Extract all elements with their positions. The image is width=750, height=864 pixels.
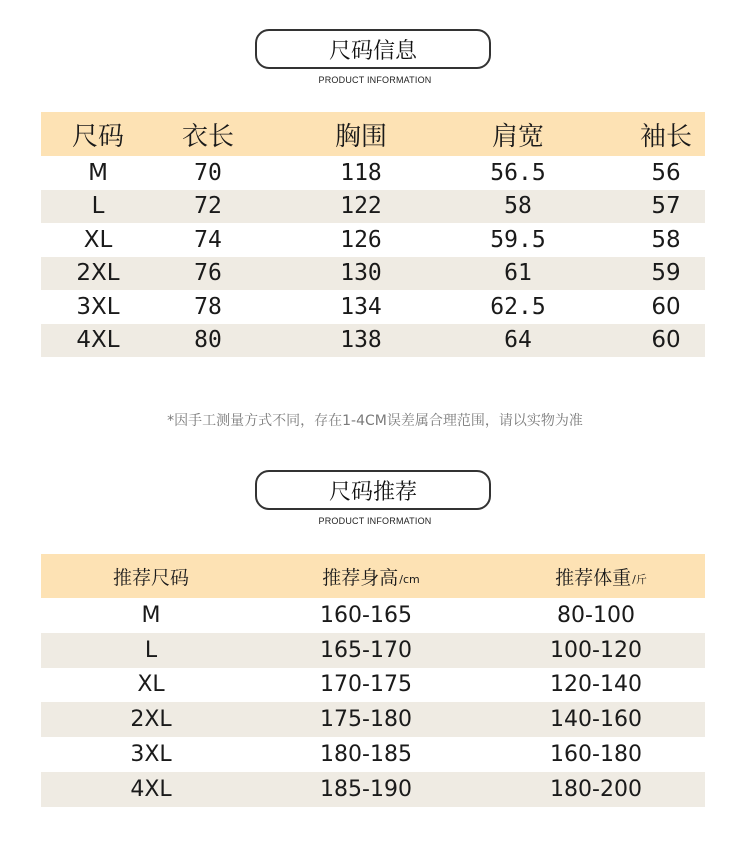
- size-recommend-header-row: [41, 554, 705, 598]
- weight-unit: /斤: [632, 573, 647, 586]
- size-info-subtitle: PRODUCT INFORMATION: [318, 75, 432, 85]
- cell-length: 80: [194, 327, 222, 354]
- height-unit: /cm: [399, 572, 420, 586]
- table-row: [41, 633, 705, 668]
- table-row: [41, 598, 705, 633]
- cell-sleeve: 59: [651, 260, 681, 287]
- cell-recommend-height: 185-190: [320, 776, 412, 802]
- cell-chest: 118: [340, 159, 382, 186]
- cell-shoulder: 61: [504, 260, 532, 287]
- size-info-title-box: [255, 29, 491, 69]
- cell-length: 78: [194, 293, 222, 320]
- cell-recommend-height: 160-165: [320, 602, 412, 628]
- size-info-title: 尺码信息: [328, 38, 417, 64]
- cell-length: 70: [194, 159, 222, 186]
- header-recommend-height-label: 推荐身高: [322, 566, 399, 589]
- cell-recommend-size: XL: [137, 672, 165, 698]
- table-row: [41, 223, 705, 257]
- header-length: 衣长: [181, 121, 234, 152]
- cell-chest: 134: [340, 293, 382, 320]
- header-shoulder: 肩宽: [491, 121, 544, 152]
- header-recommend-weight: [536, 554, 666, 598]
- size-recommend-title: 尺码推荐: [328, 479, 417, 505]
- cell-recommend-size: 4XL: [130, 776, 172, 802]
- cell-size: M: [88, 159, 108, 186]
- header-chest: 胸围: [334, 121, 387, 152]
- table-row: [41, 290, 705, 324]
- cell-size: 2XL: [76, 260, 120, 287]
- cell-chest: 122: [340, 193, 382, 220]
- cell-shoulder: 58: [504, 193, 532, 220]
- cell-shoulder: 62.5: [490, 293, 546, 320]
- cell-recommend-weight: 140-160: [550, 707, 642, 733]
- cell-recommend-weight: 80-100: [557, 602, 635, 628]
- cell-length: 72: [194, 193, 222, 220]
- table-row: [41, 156, 705, 190]
- cell-chest: 130: [340, 260, 382, 287]
- measurement-note: *因手工测量方式不同，存在1-4CM误差属合理范围，请以实物为准: [167, 413, 583, 429]
- header-recommend-weight-label: 推荐体重: [555, 566, 632, 589]
- size-recommend-table: [41, 554, 705, 807]
- cell-size: 3XL: [76, 293, 120, 320]
- size-info-table: [41, 112, 705, 357]
- cell-recommend-height: 165-170: [320, 637, 412, 663]
- cell-size: L: [91, 193, 105, 220]
- table-row: [41, 257, 705, 291]
- cell-recommend-size: 3XL: [130, 742, 172, 768]
- header-recommend-size-label: 推荐尺码: [112, 566, 189, 589]
- cell-recommend-height: 170-175: [320, 672, 412, 698]
- size-info-header-row: [41, 112, 705, 156]
- cell-sleeve: 60: [651, 293, 681, 320]
- header-sleeve: 袖长: [639, 121, 692, 152]
- header-recommend-height: [306, 554, 436, 598]
- cell-recommend-size: 2XL: [130, 707, 172, 733]
- cell-recommend-weight: 120-140: [550, 672, 642, 698]
- cell-recommend-weight: 160-180: [550, 742, 642, 768]
- cell-size: XL: [83, 226, 113, 253]
- table-row: [41, 668, 705, 703]
- table-row: [41, 737, 705, 772]
- cell-sleeve: 60: [651, 327, 681, 354]
- cell-length: 74: [194, 226, 222, 253]
- cell-shoulder: 64: [504, 327, 532, 354]
- cell-shoulder: 56.5: [490, 159, 546, 186]
- cell-size: 4XL: [76, 327, 120, 354]
- cell-length: 76: [194, 260, 222, 287]
- header-recommend-size: [101, 554, 201, 598]
- cell-recommend-height: 180-185: [320, 742, 412, 768]
- table-row: [41, 702, 705, 737]
- cell-shoulder: 59.5: [490, 226, 546, 253]
- cell-chest: 138: [340, 327, 382, 354]
- cell-chest: 126: [340, 226, 382, 253]
- cell-sleeve: 56: [651, 159, 681, 186]
- table-row: [41, 324, 705, 358]
- cell-recommend-size: M: [141, 602, 161, 628]
- cell-recommend-weight: 100-120: [550, 637, 642, 663]
- cell-recommend-size: L: [144, 637, 158, 663]
- cell-recommend-height: 175-180: [320, 707, 412, 733]
- table-row: [41, 190, 705, 224]
- cell-recommend-weight: 180-200: [550, 776, 642, 802]
- size-recommend-subtitle: PRODUCT INFORMATION: [318, 516, 432, 526]
- cell-sleeve: 58: [651, 226, 681, 253]
- table-row: [41, 772, 705, 807]
- cell-sleeve: 57: [651, 193, 681, 220]
- header-size: 尺码: [71, 121, 124, 152]
- size-recommend-title-box: [255, 470, 491, 510]
